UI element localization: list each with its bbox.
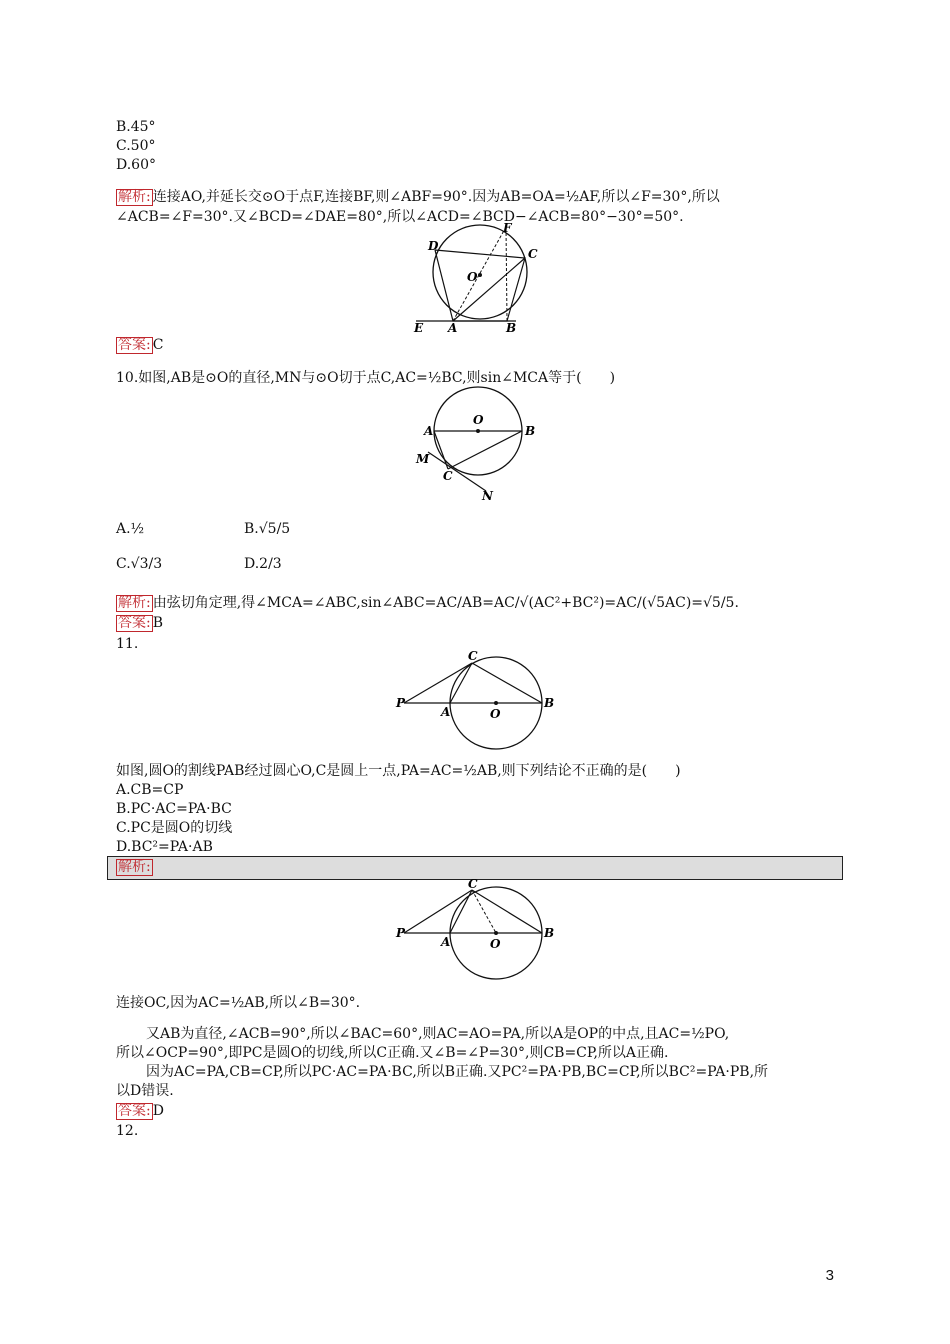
q11-analysis-line2: 又AB为直径,∠ACB=90°,所以∠BAC=60°,则AC=AO=PA,所以A是OP的中点,且AC=½PO, <box>146 1026 730 1042</box>
svg-text:B: B <box>544 696 555 710</box>
q11-stem: 如图,圆O的割线PAB经过圆心O,C是圆上一点,PA=AC=½AB,则下列结论不正确的是( ) <box>116 763 681 779</box>
svg-text:O: O <box>467 270 478 284</box>
svg-text:B: B <box>544 926 555 940</box>
q11-answer: 答案: D <box>118 1103 164 1119</box>
q11-option-c: C.PC是圆O的切线 <box>116 820 233 836</box>
svg-text:O: O <box>490 937 501 951</box>
q11-analysis-line4: 因为AC=PA,CB=CP,所以PC·AC=PA·BC,所以B正确.又PC²=PA·PB,BC=CP,所以BC²=PA·PB,所 <box>146 1064 769 1080</box>
svg-text:N: N <box>482 489 493 503</box>
svg-text:E: E <box>414 321 424 335</box>
q10-analysis: 解析: 由弦切角定理,得∠MCA=∠ABC,sin∠ABC=AC/AB=AC/√(AC²+BC²)=AC/(√5AC)=√5/5. <box>118 595 739 611</box>
q11-number: 11. <box>116 636 139 652</box>
q9-option-d: D.60° <box>116 157 156 173</box>
q11-option-b: B.PC·AC=PA·BC <box>116 801 232 817</box>
svg-text:C: C <box>468 649 478 663</box>
q11-analysis-figure <box>394 878 564 978</box>
svg-text:M: M <box>416 452 430 466</box>
analysis-tag: 解析: <box>118 595 151 611</box>
svg-text:A: A <box>441 935 451 949</box>
answer-tag: 答案: <box>118 615 151 631</box>
svg-text:D: D <box>428 239 439 253</box>
q11-analysis-line5: 以D错误. <box>116 1083 174 1099</box>
svg-text:A: A <box>448 321 458 335</box>
q10-stem: 10.如图,AB是⊙O的直径,MN与⊙O切于点C,AC=½BC,则sin∠MCA等于( ) <box>116 370 616 386</box>
q10-option-c: C.√3/3 <box>116 556 163 572</box>
svg-text:P: P <box>396 696 406 710</box>
q9-answer: 答案: C <box>118 337 164 353</box>
q11-option-d: D.BC²=PA·AB <box>116 839 213 855</box>
q10-option-a: A.½ <box>116 521 145 537</box>
svg-text:B: B <box>506 321 517 335</box>
q10-option-d: D.2/3 <box>244 556 282 572</box>
svg-text:O: O <box>473 413 484 427</box>
analysis-tag: 解析: <box>118 859 151 875</box>
q11-analysis-line3: 所以∠OCP=90°,即PC是圆O的切线,所以C正确.又∠B=∠P=30°,则CB=CP,所以A正确. <box>116 1045 669 1061</box>
q9-analysis-line1: 解析: 连接AO,并延长交⊙O于点F,连接BF,则∠ABF=90°.因为AB=OA=½AF,所以∠F=30°,所以 <box>118 189 720 205</box>
q9-option-c: C.50° <box>116 138 156 154</box>
svg-text:P: P <box>396 926 406 940</box>
q10-option-b: B.√5/5 <box>244 521 291 537</box>
analysis-tag: 解析: <box>118 189 151 205</box>
svg-text:F: F <box>503 221 512 235</box>
q11-option-a: A.CB=CP <box>116 782 184 798</box>
answer-tag: 答案: <box>118 1103 151 1119</box>
svg-text:C: C <box>468 877 478 891</box>
svg-text:A: A <box>424 424 434 438</box>
svg-text:O: O <box>490 707 501 721</box>
q10-figure <box>414 384 544 504</box>
q10-answer: 答案: B <box>118 615 164 631</box>
q12-number: 12. <box>116 1123 139 1139</box>
answer-tag: 答案: <box>118 337 151 353</box>
svg-text:A: A <box>441 705 451 719</box>
svg-text:C: C <box>528 247 538 261</box>
q11-figure <box>394 648 564 748</box>
svg-text:B: B <box>525 424 536 438</box>
q9-figure <box>408 220 548 338</box>
q9-option-b: B.45° <box>116 119 156 135</box>
page-number: 3 <box>825 1267 834 1284</box>
q11-analysis-line1: 连接OC,因为AC=½AB,所以∠B=30°. <box>116 995 361 1011</box>
q9-analysis-line2: ∠ACB=∠F=30°.又∠BCD=∠DAE=80°,所以∠ACD=∠BCD−∠ACB=80°−30°=50°. <box>116 209 684 225</box>
svg-text:C: C <box>443 469 453 483</box>
